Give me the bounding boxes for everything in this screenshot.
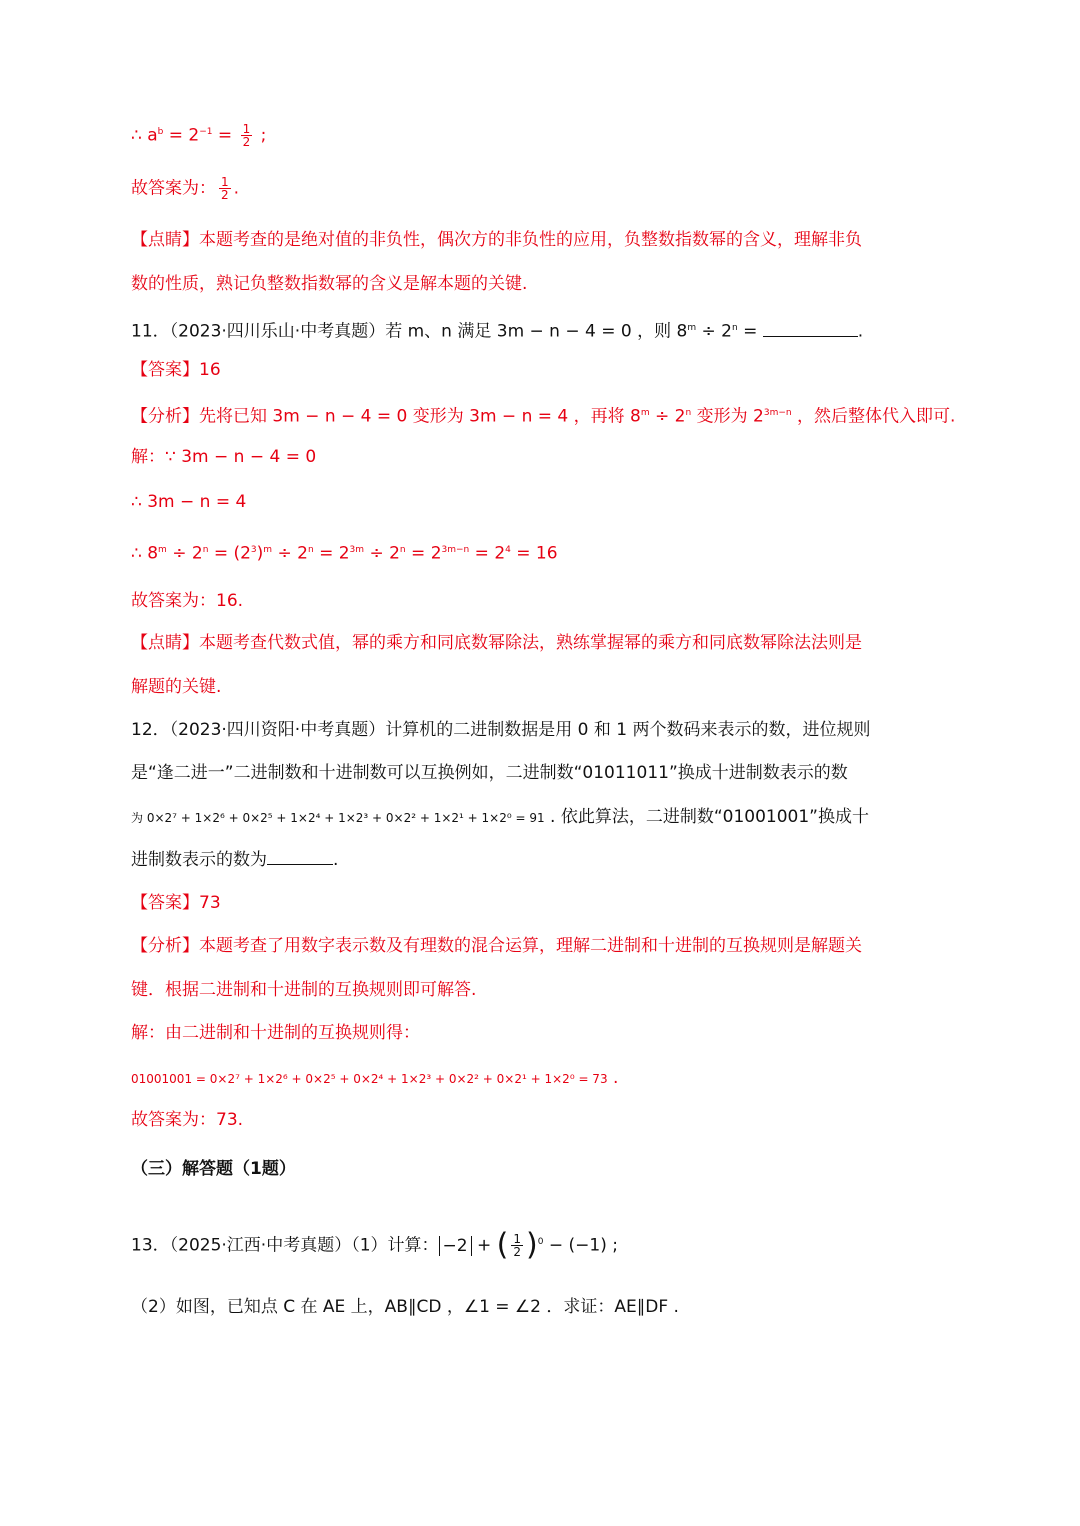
- math-sup: n: [399, 545, 406, 555]
- math-text: .: [857, 321, 864, 342]
- answer-line: 故答案为：73.: [131, 1110, 244, 1130]
- analysis-text: 变形为 2: [691, 406, 764, 427]
- math-sup: 3: [250, 545, 257, 555]
- fraction: [511, 1233, 523, 1258]
- math-text: = 16: [510, 543, 558, 564]
- answer-blank: [763, 320, 858, 337]
- analysis-text: 【分析】先将已知 3m − n − 4 = 0 变形为 3m − n = 4 ，再将 8: [131, 406, 641, 427]
- answer-line: [131, 176, 961, 201]
- math-text: = 2: [163, 125, 200, 146]
- math-sup: 3m−n: [441, 545, 470, 555]
- math-text: − (−1) ;: [543, 1235, 618, 1256]
- question-text: [131, 848, 961, 872]
- math-sup: m: [640, 408, 650, 418]
- math-sup: b: [157, 127, 164, 137]
- analysis-line: 【分析】本题考查了用数字表示数及有理数的混合运算，理解二进制和十进制的互换规则是解题关: [131, 936, 862, 956]
- math-text: = 2: [405, 543, 442, 564]
- fraction: [241, 123, 253, 148]
- answer-line: 【答案】16: [131, 360, 221, 380]
- math-text: = 2: [469, 543, 506, 564]
- question-text: 进制数表示的数为: [131, 850, 267, 870]
- fraction-numerator: 1: [242, 122, 251, 137]
- question-text: 13．（2025·江西·中考真题）（1）计算：: [131, 1235, 439, 1256]
- math-expression: 01001001 = 0×2⁷ + 1×2⁶ + 0×2⁵ + 0×2⁴ + 1×2³ + 0×2² + 0×2¹ + 1×2⁰ = 73: [131, 1072, 608, 1086]
- solution-line: 解：∵ 3m − n − 4 = 0: [131, 447, 317, 467]
- comment-line: 【点睛】本题考查代数式值，幂的乘方和同底数幂除法，熟练掌握幂的乘方和同底数幂除法法则是: [131, 633, 862, 653]
- math-text: =: [212, 125, 238, 146]
- math-sup: 4: [505, 545, 511, 555]
- math-paren: (: [496, 1227, 509, 1263]
- math-sup: n: [202, 545, 209, 555]
- solution-result-line: [131, 120, 961, 148]
- section-heading: （三）解答题（1题）: [131, 1159, 296, 1179]
- solution-line: ∴ 3m − n = 4: [131, 492, 247, 512]
- math-text: ;: [255, 125, 267, 146]
- math-sup: m: [263, 545, 273, 555]
- question-text: . 依此算法，二进制数“01001001”换成十: [544, 807, 869, 827]
- math-text: +: [471, 1235, 497, 1256]
- math-text: =: [737, 321, 763, 342]
- math-text: = 2: [313, 543, 350, 564]
- comment-line: 解题的关键.: [131, 677, 222, 697]
- answer-line: 【答案】73: [131, 893, 221, 913]
- solution-line: [131, 1066, 961, 1091]
- math-sup: 3m−n: [763, 408, 792, 418]
- math-sup: 0: [537, 1237, 544, 1247]
- math-text: .: [233, 178, 240, 199]
- math-sup: n: [685, 408, 692, 418]
- math-paren: ): [526, 1227, 538, 1263]
- answer-line: 故答案为：16.: [131, 591, 244, 611]
- solution-line: 解：由二进制和十进制的互换规则得：: [131, 1023, 420, 1043]
- math-sup: n: [307, 545, 314, 555]
- question-13-part-2: （2）如图，已知点 C 在 AE 上，AB∥CD ，∠1 = ∠2 ．求证：AE∥DF .: [131, 1297, 679, 1317]
- math-sup: 3m: [349, 545, 365, 555]
- math-expression: 为 0×2⁷ + 1×2⁶ + 0×2⁵ + 1×2⁴ + 1×2³ + 0×2² + 1×2¹ + 1×2⁰ = 91: [131, 811, 545, 825]
- math-sup: m: [158, 545, 167, 555]
- math-text: .: [333, 850, 339, 870]
- math-text: ): [256, 543, 264, 564]
- absolute-value: −2: [439, 1236, 472, 1256]
- comment-line: 数的性质，熟记负整数指数幂的含义是解本题的关键.: [131, 274, 528, 294]
- question-13-part-1: [131, 1227, 961, 1263]
- fraction-denominator: 2: [242, 135, 251, 150]
- question-11: [131, 316, 961, 344]
- analysis-line: 键．根据二进制和十进制的互换规则即可解答.: [131, 980, 477, 1000]
- math-sup: m: [687, 323, 697, 333]
- question-text: 11．（2023·四川乐山·中考真题）若 m、n 满足 3m − n − 4 = 0 ，则 8: [131, 321, 688, 342]
- analysis-line: [131, 401, 961, 429]
- fraction-denominator: 2: [221, 188, 229, 202]
- math-text: .: [607, 1068, 619, 1088]
- fraction-numerator: 1: [513, 1232, 522, 1247]
- math-text: ÷ 2: [272, 543, 308, 564]
- question-12: 12．（2023·四川资阳·中考真题）计算机的二进制数据是用 0 和 1 两个数码来表示的数，进位规则: [131, 720, 871, 740]
- question-text: 是“逢二进一”二进制数和十进制数可以互换例如，二进制数“01011011”换成十进制数表示的数: [131, 763, 848, 783]
- comment-line: 【点睛】本题考查的是绝对值的非负性，偶次方的非负性的应用，负整数指数幂的含义，理解非负: [131, 230, 862, 250]
- math-text: ∴ a: [131, 125, 158, 146]
- answer-blank: [267, 848, 333, 865]
- fraction-numerator: 1: [221, 175, 229, 189]
- math-text: ÷ 2: [364, 543, 400, 564]
- question-text: [131, 805, 961, 830]
- math-text: ∴ 8: [131, 543, 159, 564]
- math-sup: −1: [199, 127, 213, 137]
- solution-line: [131, 538, 961, 566]
- answer-label: 故答案为：: [131, 178, 216, 199]
- math-text: = (2: [208, 543, 251, 564]
- fraction-denominator: 2: [513, 1245, 522, 1260]
- math-text: ÷ 2: [649, 406, 686, 427]
- fraction: [219, 176, 231, 201]
- math-text: ÷ 2: [696, 321, 732, 342]
- analysis-text: ，然后整体代入即可.: [791, 406, 956, 427]
- math-text: ÷ 2: [166, 543, 203, 564]
- math-sup: n: [731, 323, 738, 333]
